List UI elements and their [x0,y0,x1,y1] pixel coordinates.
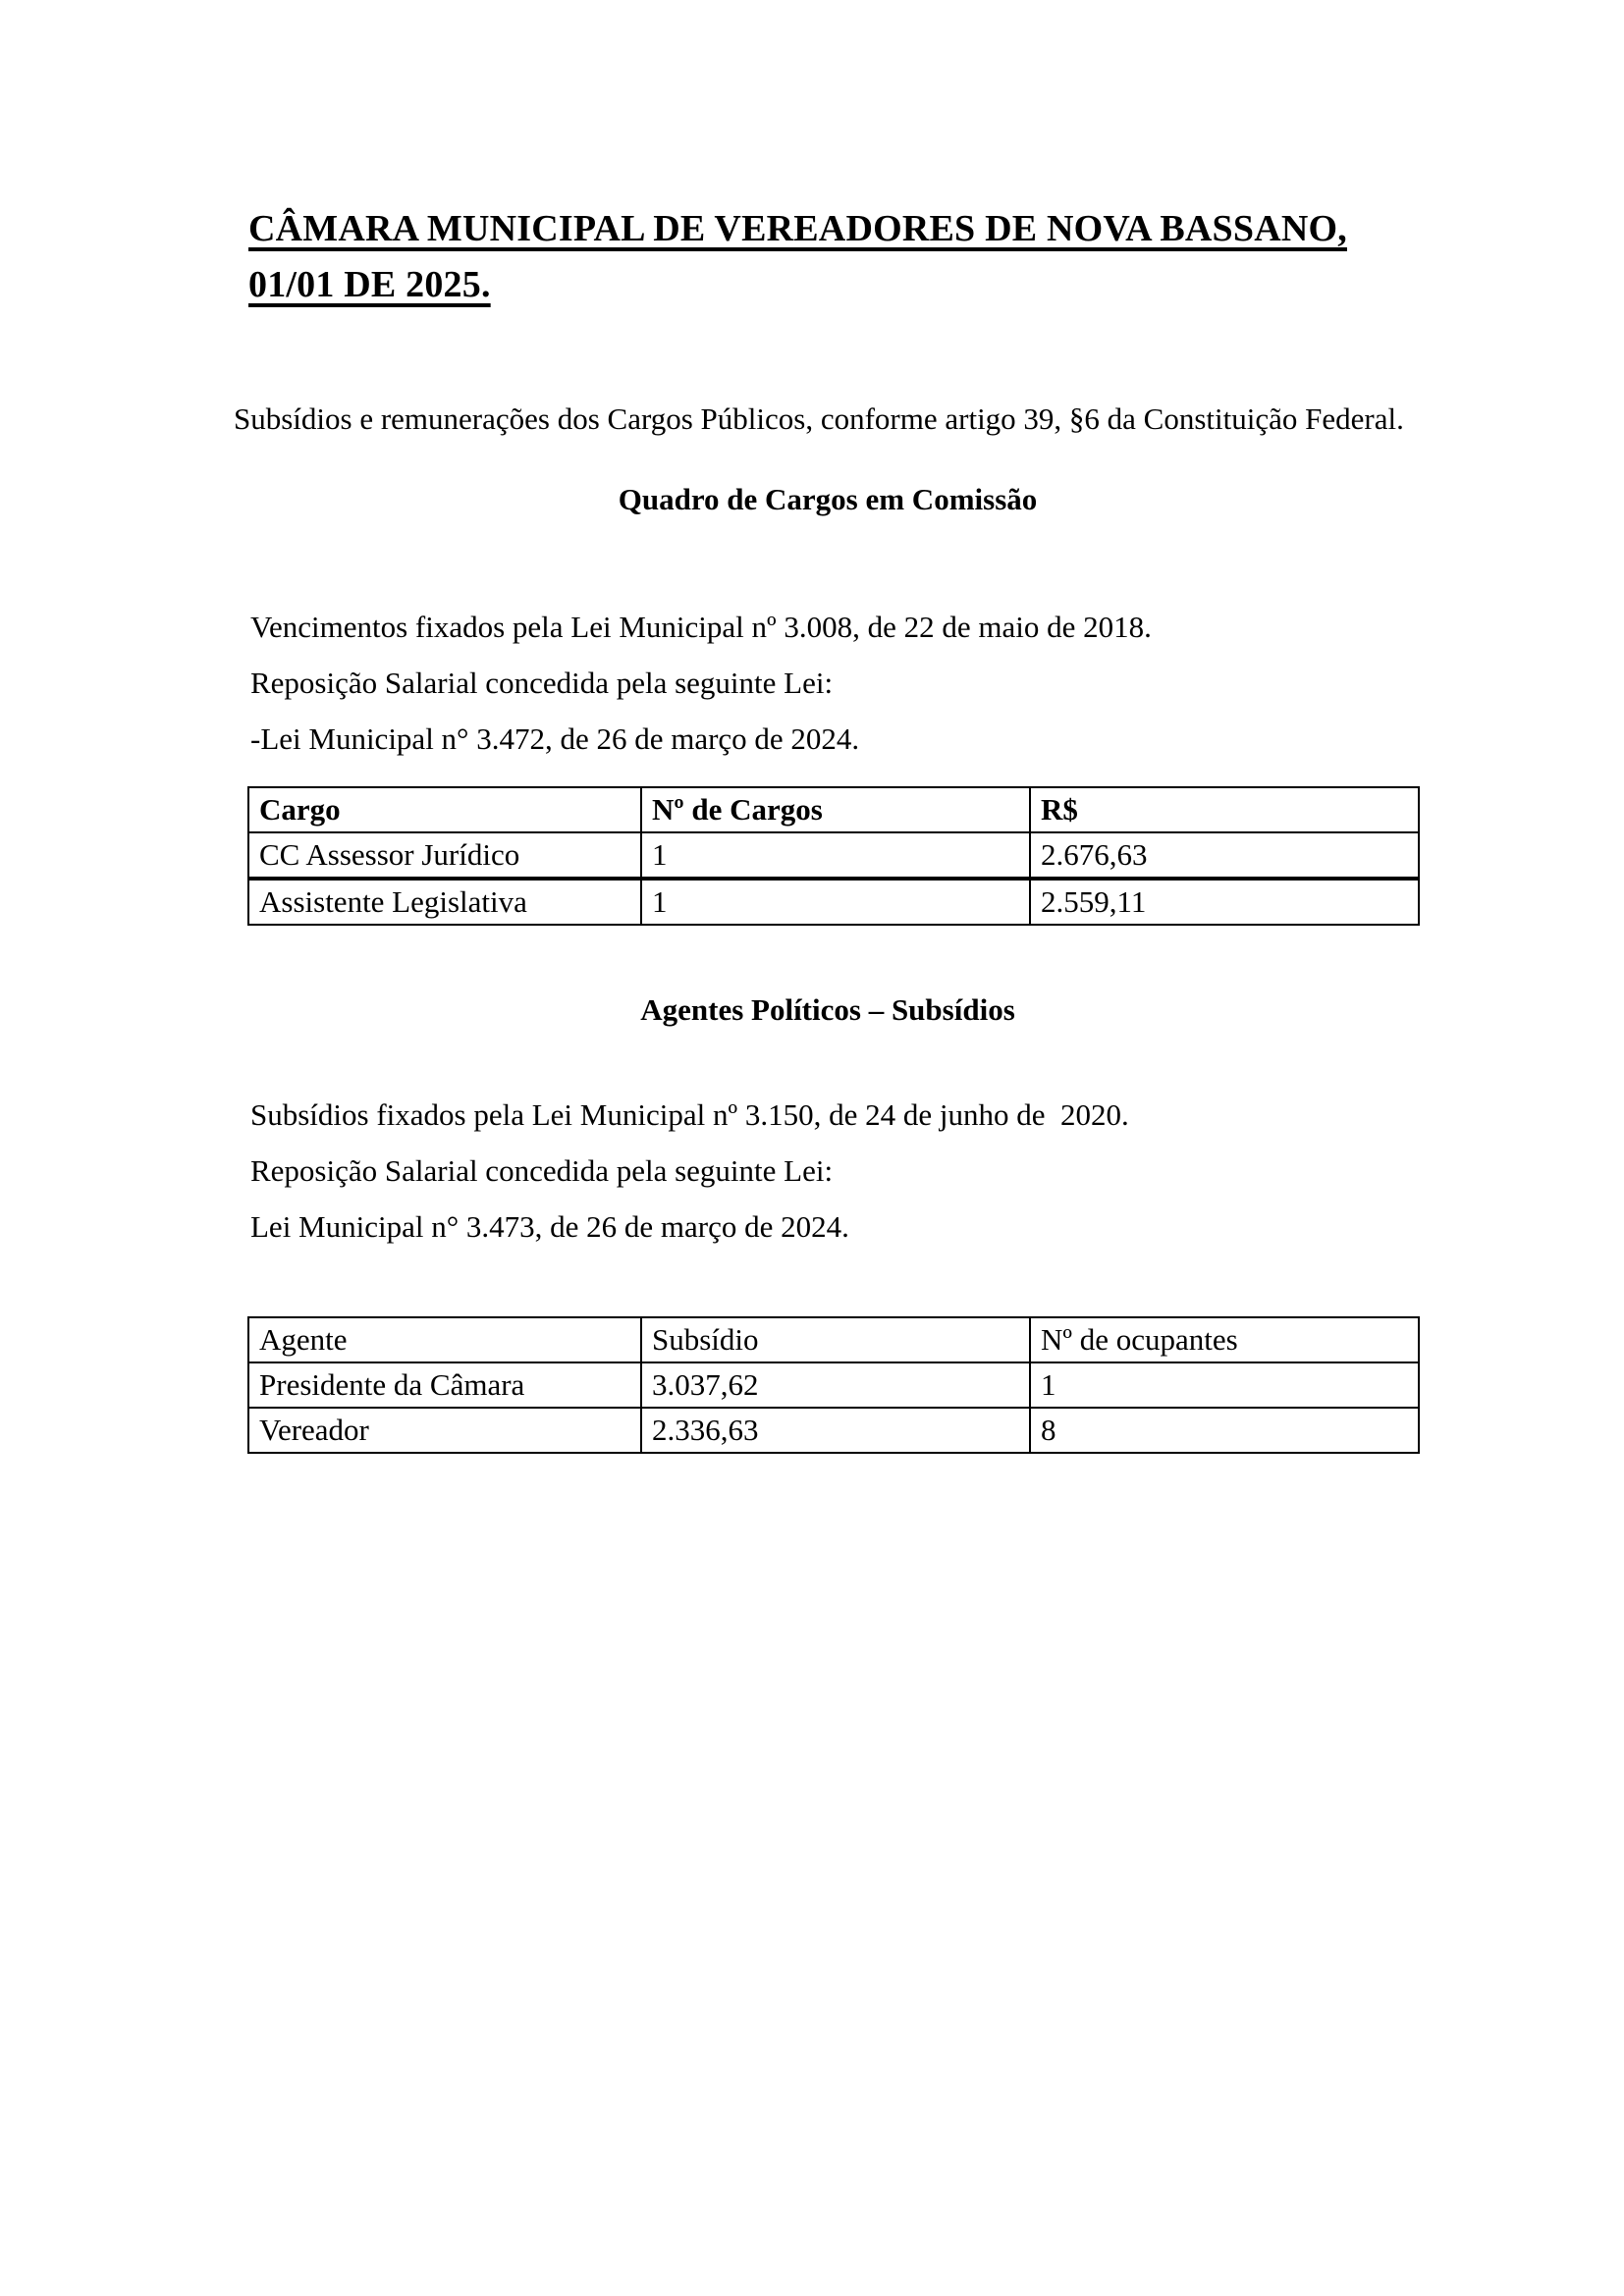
law-reference-line: Subsídios fixados pela Lei Municipal nº 3.150, de 24 de junho de 2020. [250,1097,1129,1132]
table-cell-valor: 2.559,11 [1030,879,1419,925]
table-cell-cargo: Assistente Legislativa [248,879,641,925]
table-cell-numero: 1 [641,879,1030,925]
table-cell-numero: 1 [641,832,1030,879]
intro-paragraph: Subsídios e remunerações dos Cargos Públicos, conforme artigo 39, §6 da Constituição Federal. [234,401,1404,436]
document-title: CÂMARA MUNICIPAL DE VEREADORES DE NOVA BASSANO, 01/01 DE 2025. [248,208,1347,305]
column-header-valor-reais: R$ [1030,787,1419,832]
column-header-cargo: Cargo [248,787,641,832]
section-heading-cargos-comissao: Quadro de Cargos em Comissão [618,482,1038,516]
table-row [248,1408,1419,1453]
column-header-agente: Agente [248,1317,641,1362]
section-heading-agentes-politicos: Agentes Políticos – Subsídios [640,992,1015,1027]
column-header-numero-ocupantes: Nº de ocupantes [1030,1317,1419,1362]
table-cell-ocupantes: 1 [1030,1362,1419,1408]
law-reference-line: -Lei Municipal n° 3.472, de 26 de março de 2024. [250,721,860,756]
table-cell-subsidio: 2.336,63 [641,1408,1030,1453]
table-cell-valor: 2.676,63 [1030,832,1419,879]
table-row [248,879,1419,925]
law-reference-line: Vencimentos fixados pela Lei Municipal nº 3.008, de 22 de maio de 2018. [250,610,1152,644]
table-cell-agente: Vereador [248,1408,641,1453]
column-header-numero-cargos: Nº de Cargos [641,787,1030,832]
table-cell-subsidio: 3.037,62 [641,1362,1030,1408]
table-row [248,832,1419,879]
table-header-row [248,1317,1419,1362]
table-cell-ocupantes: 8 [1030,1408,1419,1453]
table-row [248,1362,1419,1408]
law-reference-line: Reposição Salarial concedida pela seguinte Lei: [250,666,834,700]
law-reference-line: Lei Municipal n° 3.473, de 26 de março de 2024. [250,1209,849,1244]
table-cell-cargo: CC Assessor Jurídico [248,832,641,879]
table-cell-agente: Presidente da Câmara [248,1362,641,1408]
law-reference-line: Reposição Salarial concedida pela seguinte Lei: [250,1153,834,1188]
table-header-row [248,787,1419,832]
column-header-subsidio: Subsídio [641,1317,1030,1362]
agentes-politicos-table [247,1316,1420,1454]
cargos-comissao-table [247,786,1420,926]
